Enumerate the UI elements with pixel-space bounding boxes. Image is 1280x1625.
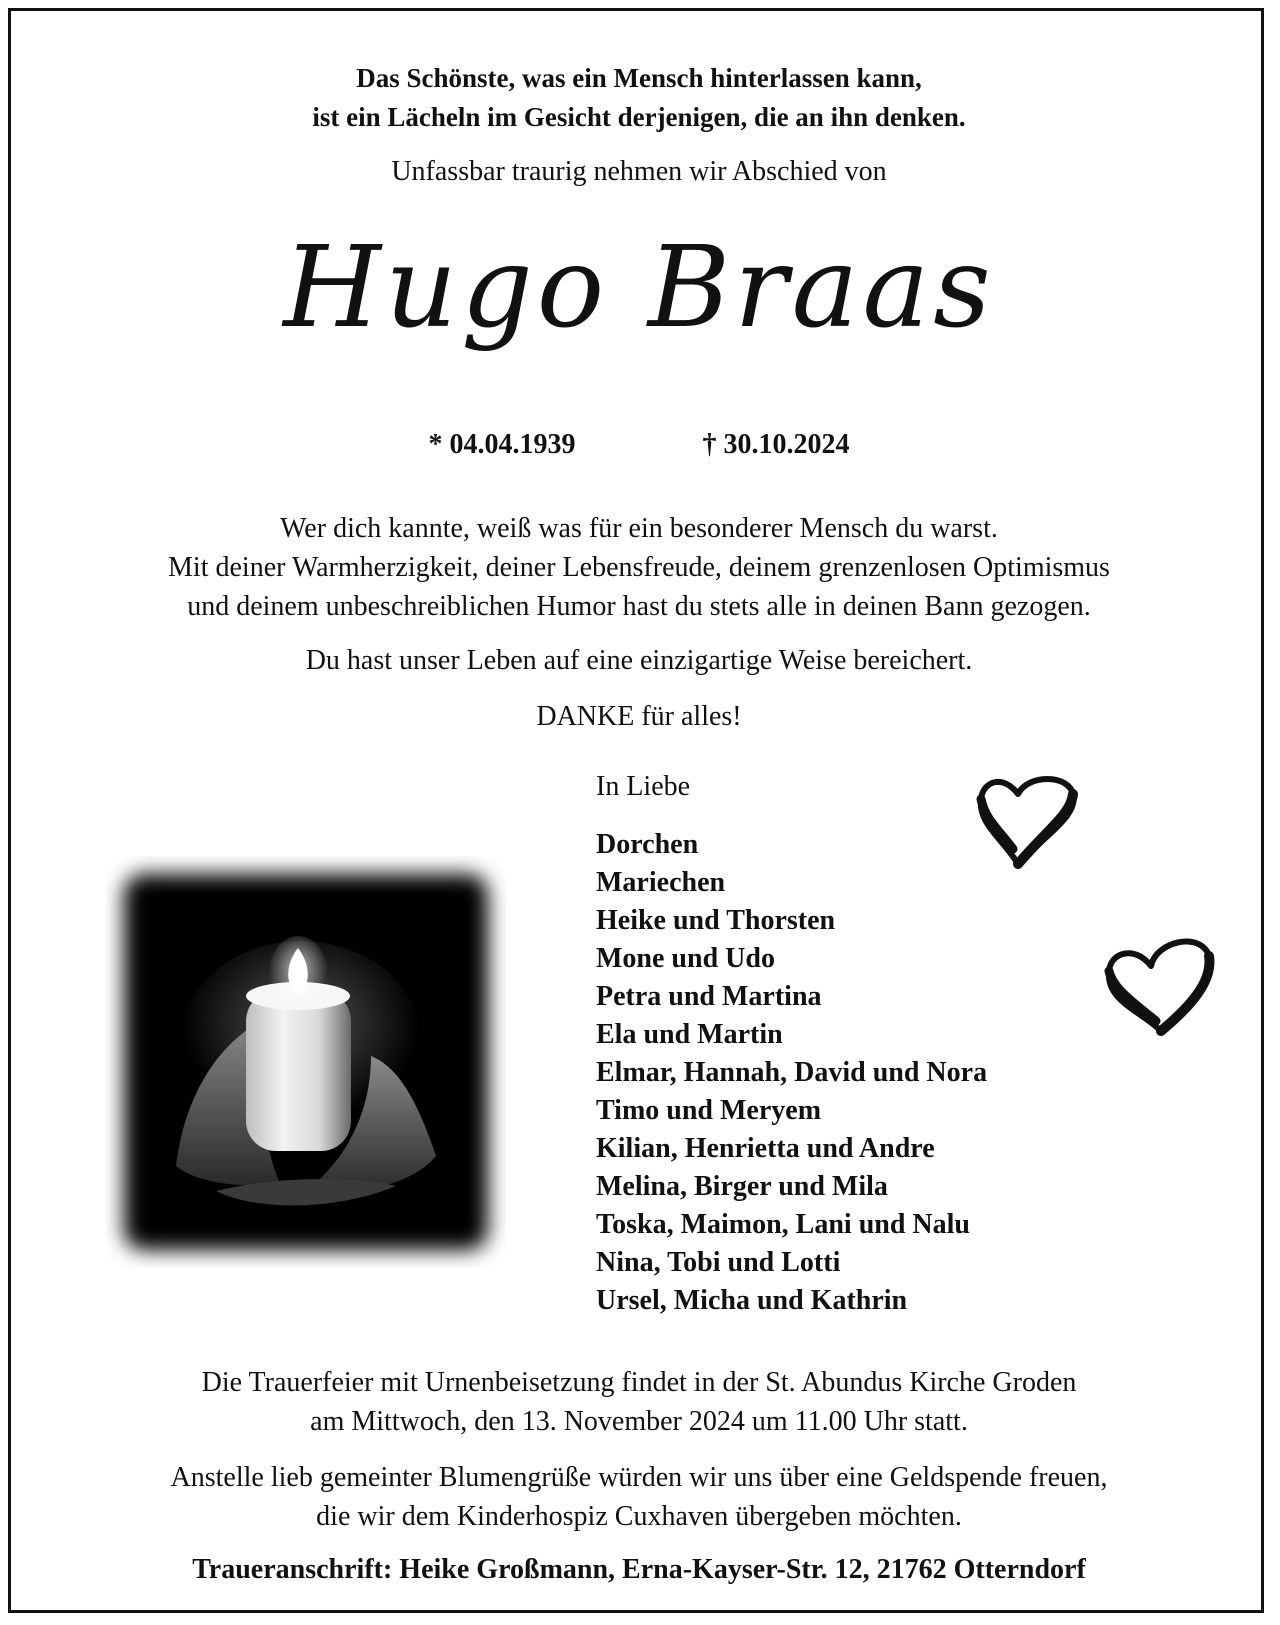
tribute-line-3: und deinem unbeschreiblichen Humor hast du stets alle in deinen Bann gezogen.	[187, 591, 1091, 622]
tribute-line-1: Wer dich kannte, weiß was für ein besonderer Mensch du warst.	[280, 513, 998, 544]
donation-info	[11, 1458, 1267, 1536]
ceremony-info	[11, 1363, 1267, 1441]
list-item: Mone und Udo	[596, 943, 775, 974]
ceremony-line-1: Die Trauerfeier mit Urnenbeisetzung findet in der St. Abundus Kirche Groden	[201, 1367, 1077, 1398]
opening-quote	[11, 59, 1267, 137]
list-item: Elmar, Hannah, David und Nora	[596, 1057, 988, 1088]
family-list	[596, 826, 987, 1320]
death-date: † 30.10.2024	[702, 429, 850, 460]
list-item: Nina, Tobi und Lotti	[596, 1247, 841, 1278]
list-item: Timo und Meryem	[596, 1095, 822, 1126]
deceased-name: Hugo Braas	[283, 223, 995, 353]
donation-line-1: Anstelle lieb gemeinter Blumengrüße würden wir uns über eine Geldspende freuen,	[170, 1462, 1108, 1493]
obituary-frame	[8, 8, 1264, 1613]
ceremony-line-2: am Mittwoch, den 13. November 2024 um 11.00 Uhr statt.	[310, 1406, 968, 1437]
thanks-text: DANKE für alles!	[536, 701, 742, 732]
enrich-text: Du hast unser Leben auf eine einzigartige Weise bereichert.	[305, 645, 973, 676]
intro-text: Unfassbar traurig nehmen wir Abschied von	[391, 156, 887, 187]
tribute-text	[11, 509, 1267, 626]
donation-line-2: die wir dem Kinderhospiz Cuxhaven übergeben möchten.	[316, 1501, 962, 1532]
list-item: Ela und Martin	[596, 1019, 783, 1050]
list-item: Dorchen	[596, 829, 699, 860]
heart-icon	[973, 769, 1088, 874]
tribute-line-2: Mit deiner Warmherzigkeit, deiner Lebensfreude, deinem grenzenlosen Optimismus	[168, 552, 1110, 583]
list-item: Melina, Birger und Mila	[596, 1171, 888, 1202]
list-item: Toska, Maimon, Lani und Nalu	[596, 1209, 970, 1240]
heart-icon	[1101, 926, 1221, 1041]
quote-line-2: ist ein Lächeln im Gesicht derjenigen, die an ihn denken.	[312, 102, 966, 132]
list-item: Petra und Martina	[596, 981, 822, 1012]
candle-in-hands-photo	[106, 856, 506, 1268]
quote-line-1: Das Schönste, was ein Mensch hinterlassen kann,	[356, 63, 922, 93]
mourning-address: Traueranschrift: Heike Großmann, Erna-Kayser-Str. 12, 21762 Otterndorf	[192, 1554, 1086, 1585]
list-item: Mariechen	[596, 867, 726, 898]
list-item: Kilian, Henrietta und Andre	[596, 1133, 935, 1164]
birth-date: * 04.04.1939	[428, 429, 576, 460]
in-liebe-label: In Liebe	[596, 771, 691, 802]
list-item: Ursel, Micha und Kathrin	[596, 1285, 908, 1316]
list-item: Heike und Thorsten	[596, 905, 836, 936]
life-dates	[11, 429, 1267, 461]
